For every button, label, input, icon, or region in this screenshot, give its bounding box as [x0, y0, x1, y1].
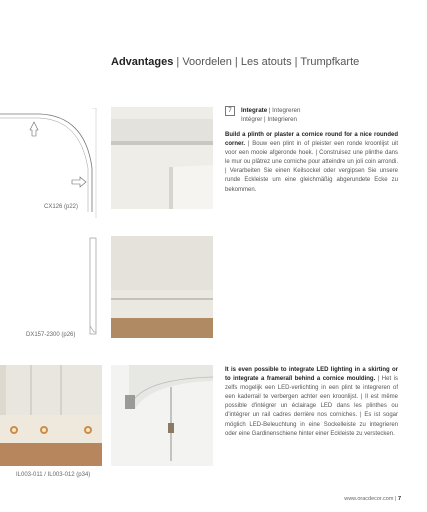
- dx157-caption: DX157-2300 (p26): [26, 332, 76, 338]
- il003-caption: IL003-011 / IL003-012 (p34): [16, 472, 91, 478]
- paragraph-led-bold: It is even possible to integrate LED lighting in a skirting or to integrate a frameraïl behind a cornice moulding.: [225, 367, 398, 383]
- title-bold: Advantages: [111, 56, 174, 68]
- skirting-photo: [111, 236, 213, 338]
- paragraph-led-rest: | Het is zelfs mogelijk een LED-verlichting in een plint te integreren of een kaderrail te verbergen achter een kroonlijst. | Il est même possible d'intégrer un éclairage LED dans les plinthes ou d'intégrer un rail cadres derrière nos corniches. | Es ist sogar möglich LED-Beleuchtung in eine Sockelleiste zu integrieren oder eine Gardinenschiene hinter einer Eckleiste zu verstecken.: [225, 376, 398, 437]
- paragraph-led: [225, 366, 398, 439]
- dx157-profile-drawing: [86, 236, 100, 338]
- section-heading-bold: Integrate: [241, 107, 268, 114]
- cornice-rail-photo: [111, 365, 213, 466]
- footer-url[interactable]: www.oracdecor.com: [344, 496, 394, 502]
- cx126-profile-drawing: [0, 108, 104, 218]
- paragraph-integrate-rest: | Bouw een plint in of pleister een ronde kroonlijst uit voor een mooie afgeronde hoek. | Construisez une plinthe dans le mur ou plâtrez une corniche pour atteindre un joli coin arrondi. | Verarbeiten Sie einen Keilsockel oder vergipsen Sie unsere runde Eckleiste um eine gleichmäßig abgerundete Ecke zu bekommen.: [225, 141, 398, 193]
- title-rest: | Voordelen | Les atouts | Trumpfkarte: [173, 56, 360, 68]
- page-footer: www.oracdecor.com | 7: [344, 496, 401, 502]
- page-title: [111, 56, 359, 68]
- cx126-caption: CX126 (p22): [44, 204, 79, 210]
- section-heading: [241, 106, 300, 124]
- section-heading-rest: | Integreren: [267, 107, 301, 114]
- paragraph-integrate: [225, 131, 398, 195]
- paragraph-integrate-bold: Build a plinth or plaster a cornice round for a nice rounded corner.: [225, 132, 398, 148]
- section-number: 7: [225, 106, 235, 116]
- cornice-corner-photo: [111, 107, 213, 209]
- led-skirting-photo: [0, 365, 102, 466]
- page-number: 7: [397, 496, 401, 502]
- section-heading-line2: Intégrer | Integrieren: [241, 116, 297, 123]
